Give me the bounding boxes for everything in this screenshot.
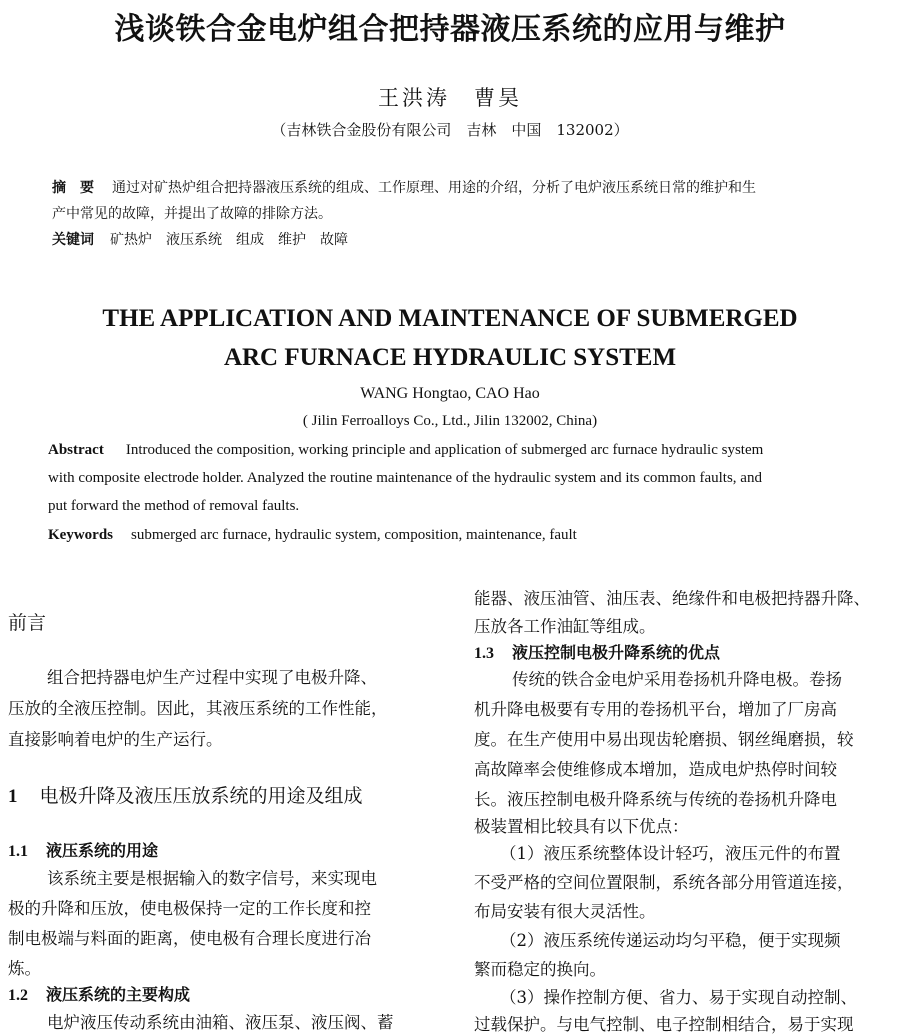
keywords-en-label: Keywords <box>48 527 113 543</box>
section-1-1-line: 炼。 <box>8 959 41 978</box>
abstract-cn-line2: 产中常见的故障，并提出了故障的排除方法。 <box>52 206 332 222</box>
affiliation-en: ( Jilin Ferroalloys Co., Ltd., Jilin 132002, China) <box>302 413 598 429</box>
section-1-3-line: 极装置相比较具有以下优点： <box>474 817 689 836</box>
keywords-cn-label: 关键词 <box>52 232 94 248</box>
section-1-3-heading <box>474 640 720 663</box>
preface-line: 压放的全液压控制。因此，其液压系统的工作性能， <box>8 699 388 718</box>
section-1-2-title: 液压系统的主要构成 <box>46 985 191 1004</box>
section-1-1-title: 液压系统的用途 <box>46 841 159 860</box>
section-1-2-heading <box>8 982 190 1005</box>
advantage-item-1: 布局安装有很大灵活性。 <box>474 902 656 921</box>
authors-cn: 王洪涛 曹昊 <box>378 86 522 110</box>
affiliation-cn: （吉林铁合金股份有限公司 吉林 中国 132002） <box>271 121 629 139</box>
paper-title-en-line1: THE APPLICATION AND MAINTENANCE OF SUBMERGED <box>102 305 798 332</box>
section-1-1-number: 1.1 <box>8 843 28 860</box>
section-1-1-line: 极的升降和压放，使电极保持一定的工作长度和控 <box>8 899 371 918</box>
advantage-item-1: （1）液压系统整体设计轻巧，液压元件的布置 <box>500 844 841 863</box>
abstract-cn-label: 摘 要 <box>52 180 94 196</box>
keywords-cn <box>52 229 348 249</box>
abstract-en-label: Abstract <box>48 442 104 458</box>
section-1-3-line: 长。液压控制电极升降系统与传统的卷扬机升降电 <box>474 790 837 809</box>
section-1-3-line: 传统的铁合金电炉采用卷扬机升降电极。卷扬 <box>512 670 842 689</box>
advantage-item-2: （2）液压系统传递运动均匀平稳，便于实现频 <box>500 931 841 950</box>
abstract-cn-line1: 通过对矿热炉组合把持器液压系统的组成、工作原理、用途的介绍，分析了电炉液压系统日常的维护和生 <box>112 180 756 196</box>
preface-line: 直接影响着电炉的生产运行。 <box>8 730 223 749</box>
section-1-2-line: 电炉液压传动系统由油箱、液压泵、液压阀、蓄 <box>47 1013 394 1032</box>
section-1-3-line: 机升降电极要有专用的卷扬机平台，增加了厂房高 <box>474 700 837 719</box>
right-col-line: 压放各工作油缸等组成。 <box>474 617 656 636</box>
section-1-3-number: 1.3 <box>474 645 494 662</box>
section-1-3-title: 液压控制电极升降系统的优点 <box>512 643 721 662</box>
advantage-item-3: （3）操作控制方便、省力、易于实现自动控制、 <box>500 988 857 1007</box>
right-col-line: 能器、液压油管、油压表、绝缘件和电极把持器升降、 <box>474 589 870 608</box>
section-1-2-number: 1.2 <box>8 987 28 1004</box>
section-1-1-line: 制电极端与料面的距离，使电极有合理长度进行冶 <box>8 929 371 948</box>
abstract-en-line3: put forward the method of removal faults. <box>48 498 300 514</box>
abstract-en-line2: with composite electrode holder. Analyzed the routine maintenance of the hydraulic system and its common faults, and <box>48 470 762 486</box>
paper-title-cn: 浅谈铁合金电炉组合把持器液压系统的应用与维护 <box>114 12 786 47</box>
section-1-3-line: 高故障率会使维修成本增加，造成电炉热停时间较 <box>474 760 837 779</box>
section-1-1-heading <box>8 838 158 861</box>
keywords-en <box>48 527 577 544</box>
authors-en: WANG Hongtao, CAO Hao <box>360 385 540 402</box>
section-1-heading <box>8 781 363 808</box>
paper-title-en-line2: ARC FURNACE HYDRAULIC SYSTEM <box>223 344 677 371</box>
section-1-1-line: 该系统主要是根据输入的数字信号，来实现电 <box>47 869 377 888</box>
abstract-cn <box>52 177 756 197</box>
section-1-3-line: 度。在生产使用中易出现齿轮磨损、钢丝绳磨损，较 <box>474 730 854 749</box>
keywords-en-text: submerged arc furnace, hydraulic system, composition, maintenance, fault <box>131 527 577 543</box>
section-1-title: 电极升降及液压压放系统的用途及组成 <box>39 785 363 807</box>
keywords-cn-text: 矿热炉 液压系统 组成 维护 故障 <box>110 232 348 248</box>
abstract-en-line1: Introduced the composition, working principle and application of submerged arc furnace hydraulic system <box>125 442 764 458</box>
section-1-number: 1 <box>8 786 18 807</box>
advantage-item-3: 过载保护。与电气控制、电子控制相结合，易于实现 <box>474 1015 854 1034</box>
advantage-item-2: 繁而稳定的换向。 <box>474 960 606 979</box>
advantage-item-1: 不受严格的空间位置限制，系统各部分用管道连接， <box>474 873 854 892</box>
abstract-en <box>48 442 763 459</box>
preface-heading: 前言 <box>8 612 47 634</box>
preface-line: 组合把持器电炉生产过程中实现了电极升降、 <box>47 668 377 687</box>
